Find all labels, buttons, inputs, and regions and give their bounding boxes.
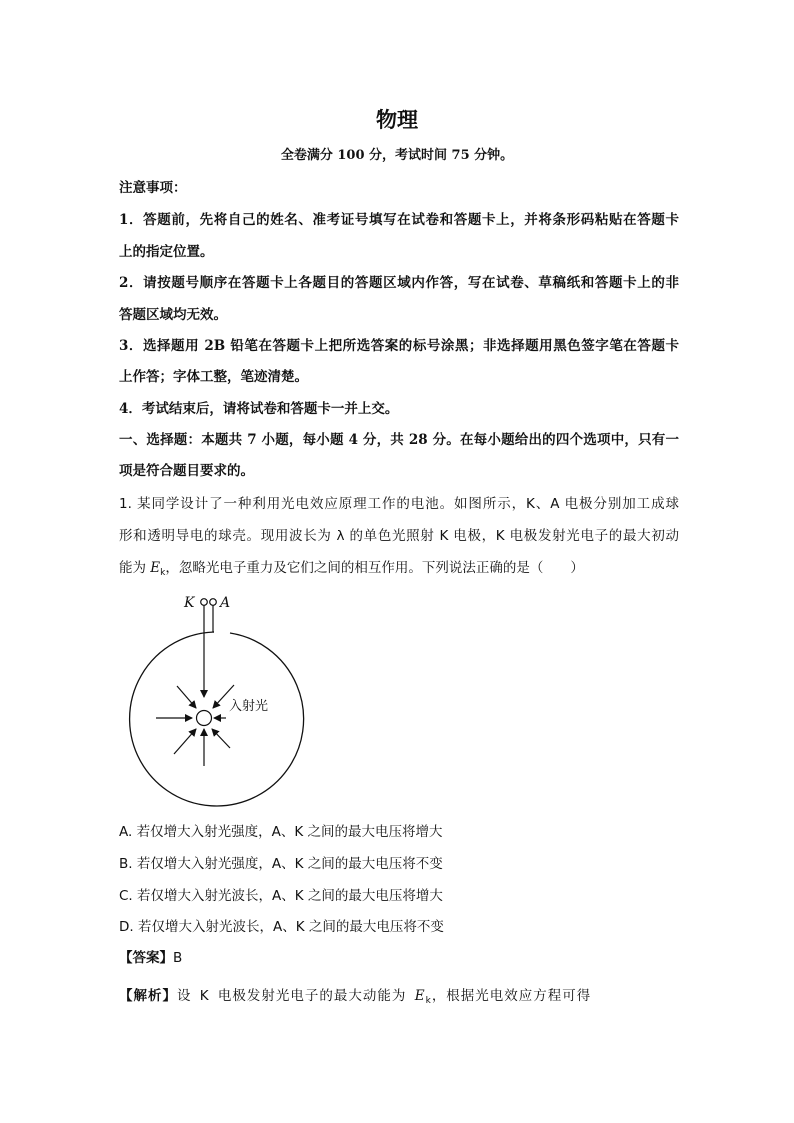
notice-heading: 注意事项： [119, 180, 187, 196]
notice-line-2: 上的指定位置。 [119, 244, 214, 260]
photocell-figure [116, 588, 316, 813]
notice-line-4: 答题区域均无效。 [119, 307, 227, 323]
notice-line-5: 3．选择题用 2B 铅笔在答题卡上把所选答案的标号涂黑；非选择题用黑色签字笔在答题卡 [119, 338, 679, 354]
section-heading-line-2: 项是符合题目要求的。 [119, 463, 254, 479]
k-terminal [201, 599, 208, 606]
option-c: C. 若仅增大入射光波长，A、K 之间的最大电压将增大 [119, 888, 443, 904]
label-k: K [184, 595, 195, 611]
label-a: A [220, 595, 231, 611]
a-terminal [210, 599, 217, 606]
analysis-line [119, 984, 679, 1006]
question-line-3-pre: 能为 [119, 560, 151, 576]
option-a: A. 若仅增大入射光强度，A、K 之间的最大电压将增大 [119, 824, 443, 840]
question-line-3-post: ，忽略光电子重力及它们之间的相互作用。下列说法正确的是（ ） [165, 560, 584, 576]
question-line-2: 形和透明导电的球壳。现用波长为 λ 的单色光照射 K 电极，K 电极发射光电子的最大初动 [119, 528, 679, 544]
light-arrow-sw [174, 729, 196, 754]
notice-line-1: 1．答题前，先将自己的姓名、准考证号填写在试卷和答题卡上，并将条形码粘贴在答题卡 [119, 212, 679, 228]
analysis-post: ，根据光电效应方程可得 [431, 988, 592, 1004]
question-line-1: 1. 某同学设计了一种利用光电效应原理工作的电池。如图所示，K、A 电极分别加工成球 [119, 496, 679, 512]
cathode-sphere [197, 711, 212, 726]
option-d: D. 若仅增大入射光波长，A、K 之间的最大电压将不变 [119, 919, 444, 935]
analysis-pre: 设 K 电极发射光电子的最大动能为 [177, 988, 415, 1004]
notice-line-6: 上作答；字体工整，笔迹清楚。 [119, 369, 308, 385]
section-heading-line-1: 一、选择题：本题共 7 小题，每小题 4 分，共 28 分。在每小题给出的四个选项中，只有一 [119, 432, 679, 448]
page-title: 物理 [376, 107, 418, 132]
answer-line [119, 946, 679, 966]
analysis-ek-symbol: E [414, 988, 426, 1004]
ek-subscript: k [160, 568, 166, 578]
analysis-ek-subscript: k [425, 996, 432, 1006]
question-line-3 [119, 556, 679, 578]
notice-line-7: 4．考试结束后，请将试卷和答题卡一并上交。 [119, 401, 399, 417]
option-b: B. 若仅增大入射光强度，A、K 之间的最大电压将不变 [119, 856, 443, 872]
label-incident-light: 入射光 [229, 699, 269, 714]
notice-line-3: 2．请按题号顺序在答题卡上各题目的答题区域内作答，写在试卷、草稿纸和答题卡上的非 [119, 275, 679, 291]
light-arrow-se [212, 729, 230, 748]
answer-value: B [173, 950, 183, 966]
analysis-tag: 【解析】 [119, 988, 177, 1004]
answer-tag: 【答案】 [119, 950, 173, 966]
ek-symbol: E [150, 560, 161, 576]
anode-shell [130, 632, 304, 806]
light-arrow-nw [177, 686, 196, 708]
page-subtitle: 全卷满分 100 分，考试时间 75 分钟。 [280, 148, 514, 163]
